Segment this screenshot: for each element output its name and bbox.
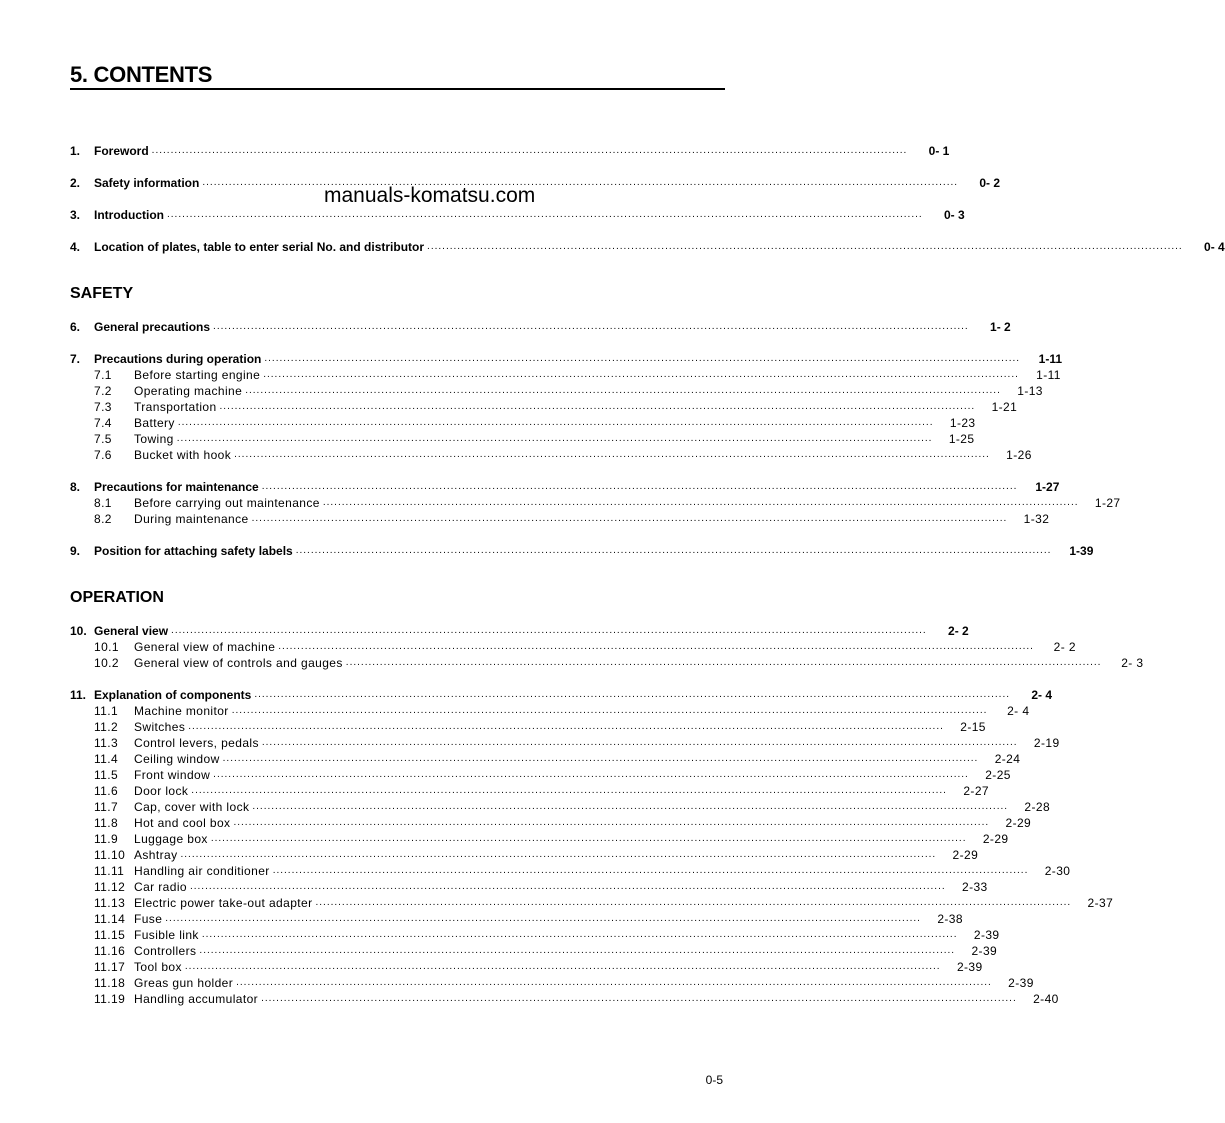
entry-title[interactable]: General view of machine: [134, 640, 276, 654]
entry-title[interactable]: Handling air conditioner: [134, 864, 270, 878]
entry-page[interactable]: 1-32: [1023, 512, 1050, 526]
toc-subentry[interactable]: [70, 399, 1018, 415]
entry-page[interactable]: 0- 4: [1204, 240, 1225, 254]
entry-page[interactable]: 2-29: [1005, 816, 1032, 830]
entry-page[interactable]: 1-27: [1035, 480, 1060, 494]
entry-number: 7.: [70, 352, 81, 366]
entry-page[interactable]: 2-39: [956, 960, 983, 974]
entry-number: 7.1: [94, 368, 112, 382]
entry-title[interactable]: Fusible link: [134, 928, 199, 942]
page-number: 0-5: [705, 1073, 723, 1087]
toc-entry[interactable]: [70, 687, 1053, 703]
entry-number: 11.8: [94, 816, 119, 830]
entry-number: 11.14: [94, 912, 126, 926]
toc-subentry[interactable]: [70, 847, 979, 863]
dot-leader: ........................................................................................................................................................................................................: [261, 993, 1017, 1004]
entry-number: 11.6: [94, 784, 119, 798]
dot-leader: ........................................................................................................................................................................................................: [236, 977, 992, 988]
entry-title[interactable]: Ceiling window: [134, 752, 220, 766]
toc-subentry[interactable]: [70, 447, 1032, 463]
entry-title[interactable]: Hot and cool box: [134, 816, 231, 830]
entry-title[interactable]: Safety information: [94, 176, 200, 190]
entry-number: 7.6: [94, 448, 112, 462]
toc-subentry[interactable]: [70, 495, 1121, 511]
entry-page[interactable]: 2- 2: [1053, 640, 1076, 654]
entry-page[interactable]: 2-39: [973, 928, 1000, 942]
dot-leader: ........................................................................................................................................................................................................: [165, 913, 921, 924]
dot-leader: ........................................................................................................................................................................................................: [295, 545, 1052, 556]
entry-page[interactable]: 2-33: [962, 880, 988, 894]
entry-number: 11.11: [94, 864, 125, 878]
entry-title[interactable]: Control levers, pedals: [134, 736, 259, 750]
toc-subentry[interactable]: [70, 719, 986, 735]
dot-leader: ........................................................................................................................................................................................................: [322, 497, 1079, 508]
entry-page[interactable]: 0- 1: [928, 144, 950, 158]
dot-leader: ........................................................................................................................................................................................................: [264, 353, 1021, 364]
entry-page[interactable]: 2-37: [1087, 896, 1114, 910]
entry-number: 11.10: [94, 848, 126, 862]
entry-page[interactable]: 1-21: [991, 400, 1018, 414]
entry-page[interactable]: 2- 4: [1031, 688, 1053, 702]
entry-number: 8.: [70, 480, 81, 494]
entry-page[interactable]: 1-11: [1038, 352, 1063, 366]
toc-entry[interactable]: [70, 623, 969, 639]
dot-leader: ........................................................................................................................................................................................................: [278, 641, 1034, 652]
entry-page[interactable]: 2-30: [1044, 864, 1071, 878]
section-heading: OPERATION: [70, 589, 164, 606]
dot-leader: ........................................................................................................................................................................................................: [213, 321, 969, 332]
entry-number: 1.: [70, 144, 81, 158]
toc-subentry[interactable]: [70, 863, 1071, 879]
toc-entry[interactable]: [70, 239, 1225, 255]
entry-page[interactable]: 2-39: [971, 944, 998, 958]
entry-title[interactable]: During maintenance: [134, 512, 249, 526]
entry-number: 11.16: [94, 944, 126, 958]
entry-title[interactable]: General precautions: [94, 320, 211, 334]
toc-subentry[interactable]: [70, 815, 1032, 831]
toc-subentry[interactable]: [70, 751, 1021, 767]
entry-page[interactable]: 1-27: [1094, 496, 1121, 510]
entry-number: 11.15: [94, 928, 126, 942]
entry-number: 11.: [70, 688, 87, 702]
entry-page[interactable]: 2-38: [937, 912, 963, 926]
entry-number: 7.4: [94, 416, 112, 430]
toc-subentry[interactable]: [70, 431, 975, 447]
entry-number: 11.2: [94, 720, 119, 734]
dot-leader: ........................................................................................................................................................................................................: [171, 625, 927, 636]
toc-subentry[interactable]: [70, 911, 963, 927]
entry-title[interactable]: Before carrying out maintenance: [134, 496, 320, 510]
toc-subentry[interactable]: [70, 767, 1011, 783]
dot-leader: ........................................................................................................................................................................................................: [213, 769, 969, 780]
entry-title[interactable]: Handling accumulator: [134, 992, 259, 1006]
dot-leader: ........................................................................................................................................................................................................: [427, 241, 1183, 252]
toc-subentry[interactable]: [70, 943, 998, 959]
entry-number: 11.18: [94, 976, 126, 990]
entry-title[interactable]: Operating machine: [134, 384, 243, 398]
entry-number: 11.1: [94, 704, 119, 718]
toc-entry[interactable]: [70, 319, 1011, 335]
entry-number: 11.4: [94, 752, 119, 766]
dot-leader: ........................................................................................................................................................................................................: [180, 849, 937, 860]
toc-subentry[interactable]: [70, 975, 1034, 991]
entry-page[interactable]: 1-26: [1006, 448, 1032, 462]
entry-title[interactable]: Precautions during operation: [94, 352, 262, 366]
entry-number: 11.17: [94, 960, 126, 974]
toc-subentry[interactable]: [70, 639, 1076, 655]
entry-number: 11.13: [94, 896, 126, 910]
entry-page[interactable]: 2-40: [1033, 992, 1059, 1006]
dot-leader: ........................................................................................................................................................................................................: [251, 513, 1008, 524]
dot-leader: ........................................................................................................................................................................................................: [176, 433, 933, 444]
entry-number: 7.5: [94, 432, 112, 446]
dot-leader: ........................................................................................................................................................................................................: [188, 721, 944, 732]
entry-page[interactable]: 2-29: [952, 848, 979, 862]
entry-title[interactable]: Before starting engine: [134, 368, 261, 382]
toc-entry[interactable]: [70, 143, 950, 159]
entry-title[interactable]: Bucket with hook: [134, 448, 232, 462]
entry-page[interactable]: 1-13: [1017, 384, 1043, 398]
toc-entry[interactable]: [70, 175, 1001, 191]
dot-leader: ........................................................................................................................................................................................................: [222, 753, 979, 764]
entry-page[interactable]: 1-23: [949, 416, 976, 430]
toc-subentry[interactable]: [70, 879, 988, 895]
title-underline: [70, 88, 725, 90]
dot-leader: ........................................................................................................................................................................................................: [199, 945, 956, 956]
dot-leader: ........................................................................................................................................................................................................: [184, 961, 941, 972]
entry-title[interactable]: General view: [94, 624, 169, 638]
page-title: 5. CONTENTS: [70, 62, 213, 87]
watermark: manuals-komatsu.com: [324, 184, 536, 207]
entry-number: 9.: [70, 544, 81, 558]
entry-page[interactable]: 2-24: [994, 752, 1021, 766]
toc-subentry[interactable]: [70, 783, 989, 799]
entry-number: 10.1: [94, 640, 119, 654]
entry-page[interactable]: 0- 3: [943, 208, 965, 222]
dot-leader: ........................................................................................................................................................................................................: [234, 449, 990, 460]
entry-page[interactable]: 2-19: [1033, 736, 1060, 750]
toc-subentry[interactable]: [70, 735, 1060, 751]
entry-title[interactable]: Cap, cover with lock: [134, 800, 250, 814]
entry-number: 11.5: [94, 768, 119, 782]
entry-page[interactable]: 1- 2: [990, 320, 1011, 334]
entry-number: 10.2: [94, 656, 119, 670]
entry-title[interactable]: Switches: [134, 720, 186, 734]
entry-title[interactable]: Precautions for maintenance: [94, 480, 259, 494]
entry-number: 11.12: [94, 880, 126, 894]
entry-title[interactable]: Electric power take-out adapter: [134, 896, 313, 910]
entry-number: 8.2: [94, 512, 112, 526]
entry-page[interactable]: 1-39: [1069, 544, 1094, 558]
toc-entry[interactable]: [70, 543, 1094, 559]
entry-title[interactable]: Fuse: [134, 912, 163, 926]
toc-subentry[interactable]: [70, 703, 1030, 719]
entry-title[interactable]: General view of controls and gauges: [134, 656, 343, 670]
entry-page[interactable]: 2-39: [1008, 976, 1034, 990]
entry-title[interactable]: Greas gun holder: [134, 976, 234, 990]
dot-leader: ........................................................................................................................................................................................................: [261, 481, 1018, 492]
entry-title[interactable]: Car radio: [134, 880, 187, 894]
entry-page[interactable]: 0- 2: [979, 176, 1001, 190]
dot-leader: ........................................................................................................................................................................................................: [233, 817, 990, 828]
toc-subentry[interactable]: [70, 927, 1000, 943]
toc-subentry[interactable]: [70, 655, 1144, 671]
toc-subentry[interactable]: [70, 799, 1051, 815]
dot-leader: ........................................................................................................................................................................................................: [315, 897, 1072, 908]
dot-leader: ........................................................................................................................................................................................................: [201, 929, 958, 940]
dot-leader: ........................................................................................................................................................................................................: [272, 865, 1029, 876]
entry-number: 7.2: [94, 384, 112, 398]
entry-title[interactable]: Front window: [134, 768, 211, 782]
section-heading: SAFETY: [70, 285, 134, 302]
dot-leader: ........................................................................................................................................................................................................: [191, 785, 947, 796]
dot-leader: ........................................................................................................................................................................................................: [189, 881, 946, 892]
entry-title[interactable]: Luggage box: [134, 832, 208, 846]
entry-number: 2.: [70, 176, 81, 190]
entry-number: 11.3: [94, 736, 119, 750]
entry-page[interactable]: 1-11: [1036, 368, 1061, 382]
toc-subentry[interactable]: [70, 511, 1050, 527]
entry-page[interactable]: 2-29: [982, 832, 1009, 846]
dot-leader: ........................................................................................................................................................................................................: [202, 177, 959, 188]
entry-title[interactable]: Machine monitor: [134, 704, 229, 718]
toc-subentry[interactable]: [70, 415, 976, 431]
entry-number: 4.: [70, 240, 81, 254]
dot-leader: ........................................................................................................................................................................................................: [151, 145, 908, 156]
entry-number: 6.: [70, 320, 81, 334]
entry-number: 11.7: [94, 800, 119, 814]
entry-title[interactable]: Transportation: [134, 400, 217, 414]
toc-subentry[interactable]: [70, 831, 1009, 847]
dot-leader: ........................................................................................................................................................................................................: [219, 401, 976, 412]
dot-leader: ........................................................................................................................................................................................................: [210, 833, 967, 844]
entry-number: 8.1: [94, 496, 112, 510]
dot-leader: ........................................................................................................................................................................................................: [245, 385, 1001, 396]
entry-page[interactable]: 2-15: [960, 720, 986, 734]
entry-title[interactable]: Tool box: [134, 960, 182, 974]
dot-leader: ........................................................................................................................................................................................................: [261, 737, 1018, 748]
entry-page[interactable]: 2- 3: [1121, 656, 1144, 670]
entry-title[interactable]: Ashtray: [134, 848, 178, 862]
entry-number: 3.: [70, 208, 81, 222]
entry-number: 11.9: [94, 832, 119, 846]
entry-title[interactable]: Location of plates, table to enter serial No. and distributor: [94, 240, 425, 254]
dot-leader: ........................................................................................................................................................................................................: [263, 369, 1019, 380]
entry-number: 11.19: [94, 992, 126, 1006]
entry-title[interactable]: Towing: [134, 432, 174, 446]
dot-leader: ........................................................................................................................................................................................................: [345, 657, 1102, 668]
entry-page[interactable]: 1-25: [948, 432, 975, 446]
toc-subentry[interactable]: [70, 991, 1059, 1007]
toc-entry[interactable]: [70, 479, 1060, 495]
dot-leader: ........................................................................................................................................................................................................: [231, 705, 988, 716]
toc-entry[interactable]: [70, 207, 965, 223]
entry-page[interactable]: 2-28: [1024, 800, 1051, 814]
entry-page[interactable]: 2- 4: [1007, 704, 1030, 718]
entry-title[interactable]: Controllers: [134, 944, 197, 958]
entry-title[interactable]: Foreword: [94, 144, 149, 158]
dot-leader: ........................................................................................................................................................................................................: [177, 417, 934, 428]
entry-page[interactable]: 2-27: [963, 784, 989, 798]
toc-subentry[interactable]: [70, 895, 1114, 911]
toc-entry[interactable]: [70, 351, 1063, 367]
entry-number: 10.: [70, 624, 87, 638]
entry-title[interactable]: Door lock: [134, 784, 189, 798]
entry-title[interactable]: Battery: [134, 416, 175, 430]
toc-subentry[interactable]: [70, 367, 1061, 383]
dot-leader: ........................................................................................................................................................................................................: [166, 209, 923, 220]
entry-title[interactable]: Explanation of components: [94, 688, 252, 702]
entry-page[interactable]: 2- 2: [948, 624, 969, 638]
dot-leader: ........................................................................................................................................................................................................: [252, 801, 1009, 812]
entry-page[interactable]: 2-25: [985, 768, 1011, 782]
toc-subentry[interactable]: [70, 383, 1043, 399]
entry-number: 7.3: [94, 400, 112, 414]
dot-leader: ........................................................................................................................................................................................................: [254, 689, 1011, 700]
entry-title[interactable]: Position for attaching safety labels: [94, 544, 293, 558]
toc-subentry[interactable]: [70, 959, 983, 975]
entry-title[interactable]: Introduction: [94, 208, 164, 222]
